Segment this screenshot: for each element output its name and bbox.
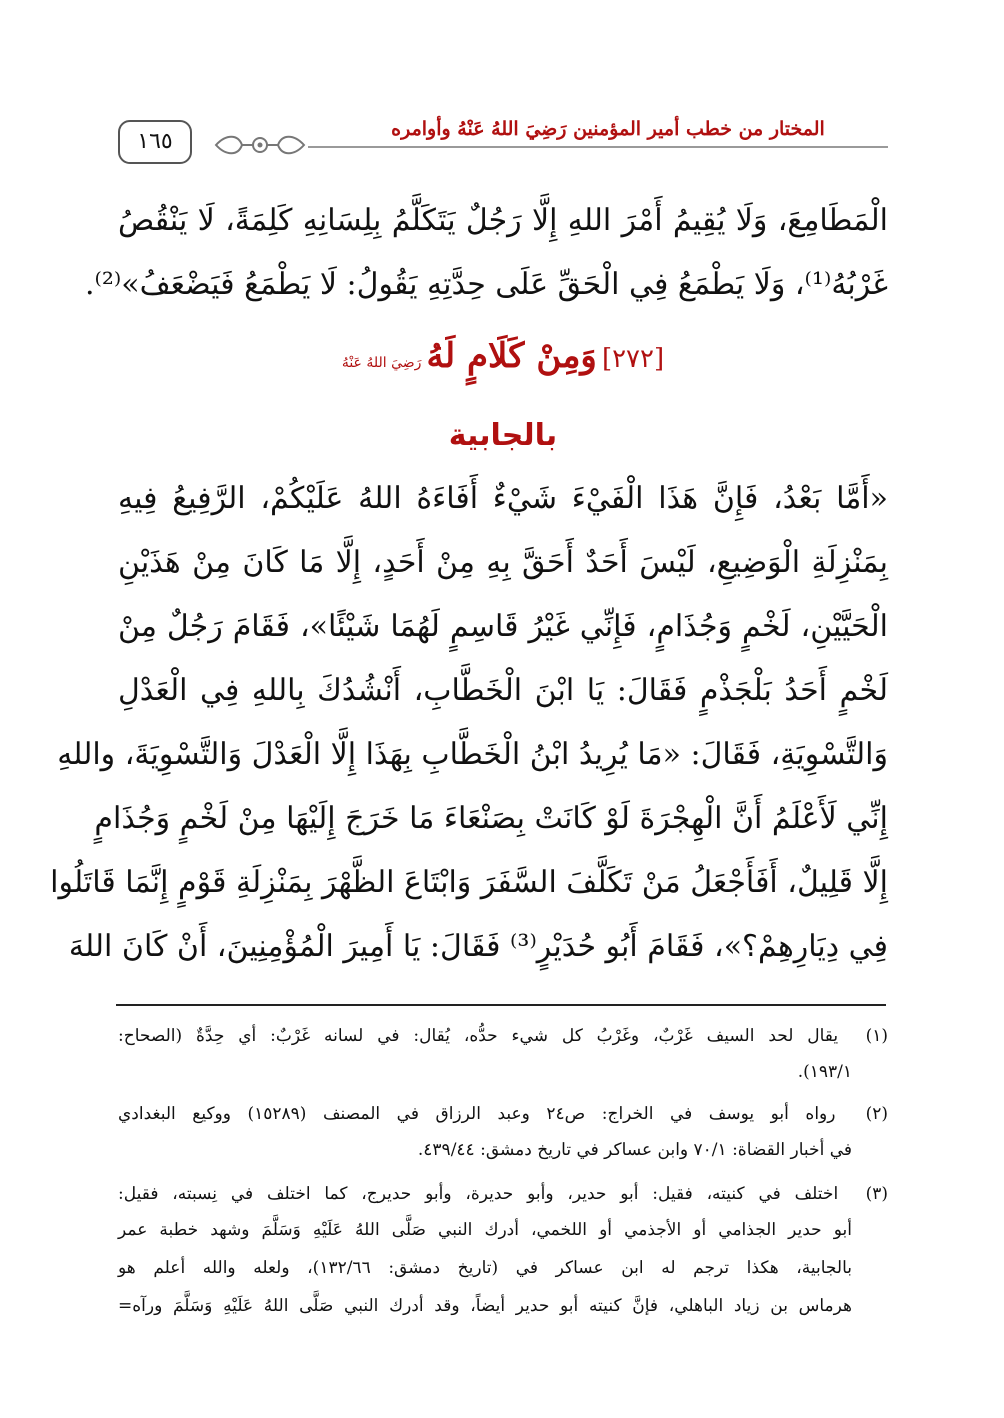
- footnote-text: اختلف في كنيته، فقيل: أبو حدير، وأبو حديرة، وأبو حديرج، كما اختلف في نِسبته، فقيل:: [118, 1184, 839, 1204]
- footnote-text: في أخبار القضاة: ٧٠/١ وابن عساكر في تاريخ دمشق: ٤٣٩/٤٤.: [417, 1140, 852, 1160]
- body-line: غَرْبُهُ⁽¹⁾، وَلَا يَطْمَعُ فِي الْحَقِّ عَلَى حِدَّتِهِ يَقُولُ: لَا يَطْمَعُ فَيَضْعَفُ»⁽²⁾.: [84, 267, 888, 302]
- footnote-label: (٢): [865, 1104, 888, 1124]
- running-title: المختار من خطب أمير المؤمنين رَضِيَ اللهُ عَنْهُ وأوامره: [391, 118, 825, 140]
- body-line: بِمَنْزِلَةِ الْوَضِيعِ، لَيْسَ أَحَدٌ أَحَقَّ بِهِ مِنْ أَحَدٍ، إِلَّا مَا كَانَ مِنْ هَذَيْنِ: [118, 545, 888, 580]
- body-line: إِنِّي لَأَعْلَمُ أَنَّ الْهِجْرَةَ لَوْ كَانَتْ بِصَنْعَاءَ مَا خَرَجَ إِلَيْهَا مِنْ لَخْمٍ وَجُذَامٍ: [94, 801, 888, 836]
- body-line: الْمَطَامِعَ، وَلَا يُقِيمُ أَمْرَ اللهِ إِلَّا رَجُلٌ يَتَكَلَّمُ بِلِسَانِهِ كَلِمَةً، لَا يَنْقُصُ: [118, 203, 888, 238]
- footnote-1: [118, 1022, 888, 1050]
- page-number: ١٦٥: [118, 120, 192, 164]
- body-line: لَخْمٍ أَحَدُ بَلْجَذْمٍ فَقَالَ: يَا ابْنَ الْخَطَّابِ، أَنْشُدُكَ بِاللهِ فِي الْعَدْلِ: [118, 673, 888, 708]
- footnote-text: هرماس بن زياد الباهلي، فإنَّ كنيته أبو حدير أيضاً، وقد أدرك النبي صَلَّى اللهُ عَلَيْهِ وَسَلَّمَ ورآه=: [118, 1296, 852, 1316]
- footnote-text: أبو حدير الجذامي أو الأجذمي أو اللخمي، أدرك النبي صَلَّى اللهُ عَلَيْهِ وَسَلَّمَ وشهد خطبة عمر: [118, 1220, 852, 1240]
- header-rule: [308, 146, 888, 148]
- body-line: وَالتَّسْوِيَةِ، فَقَالَ: «مَا يُرِيدُ ابْنُ الْخَطَّابِ بِهَذَا إِلَّا الْعَدْلَ وَالتَّسْوِيَةَ، واللهِ: [57, 737, 888, 772]
- body-line: الْحَيَّيْنِ، لَخْمٍ وَجُذَامٍ، فَإِنِّي غَيْرُ قَاسِمٍ لَهُمَا شَيْئًا»، فَقَامَ رَجُلٌ مِنْ: [118, 609, 888, 644]
- footnote-rule: [116, 1004, 886, 1006]
- footnote-2: [118, 1100, 888, 1128]
- section-heading: [118, 336, 888, 376]
- body-line: إِلَّا قَلِيلٌ، أَفَأَجْعَلُ مَنْ تَكَلَّفَ السَّفَرَ وَابْتَاعَ الظَّهْرَ بِمَنْزِلَةِ قَوْمٍ إِنَّمَا قَاتَلُوا: [50, 865, 888, 900]
- body-line: «أَمَّا بَعْدُ، فَإِنَّ هَذَا الْفَيْءَ شَيْءٌ أَفَاءَهُ اللهُ عَلَيْكُمْ، الرَّفِيعُ فِيهِ: [118, 481, 888, 516]
- footnote-text: ١٩٣/١).: [797, 1062, 852, 1082]
- section-title: وَمِنْ كَلَامٍ لَهُ: [426, 336, 597, 376]
- footnote-text: يقال لحد السيف غَرْبٌ، وغَرْبُ كل شيء حدُّه، يُقال: في لسانه غَرْبٌ: أي حِدَّةٌ (الصحاح:: [118, 1026, 839, 1046]
- footnote-3: [118, 1180, 888, 1208]
- decorative-swirl-icon: [212, 132, 308, 158]
- honorific: رَضِيَ اللهُ عَنْهُ: [341, 355, 422, 371]
- section-number: [٢٧٢]: [601, 344, 665, 374]
- footnote-text: بالجابية، هكذا ترجم له ابن عساكر في (تاريخ دمشق: ١٣٢/٦٦)، ولعله والله أعلم هو: [118, 1258, 852, 1278]
- footnote-label: (٣): [865, 1184, 888, 1204]
- page-header: [118, 118, 888, 182]
- footnote-label: (١): [865, 1026, 888, 1046]
- body-line: فِي دِيَارِهِمْ؟»، فَقَامَ أَبُو حُدَيْرٍ⁽³⁾ فَقَالَ: يَا أَمِيرَ الْمُؤْمِنِينَ، أَنْ كَانَ اللهَ: [68, 929, 888, 964]
- footnote-text: رواه أبو يوسف في الخراج: ص٢٤ وعبد الرزاق في المصنف (١٥٢٨٩) ووكيع البغدادي: [118, 1104, 836, 1124]
- section-subtitle: بالجابية: [448, 418, 558, 453]
